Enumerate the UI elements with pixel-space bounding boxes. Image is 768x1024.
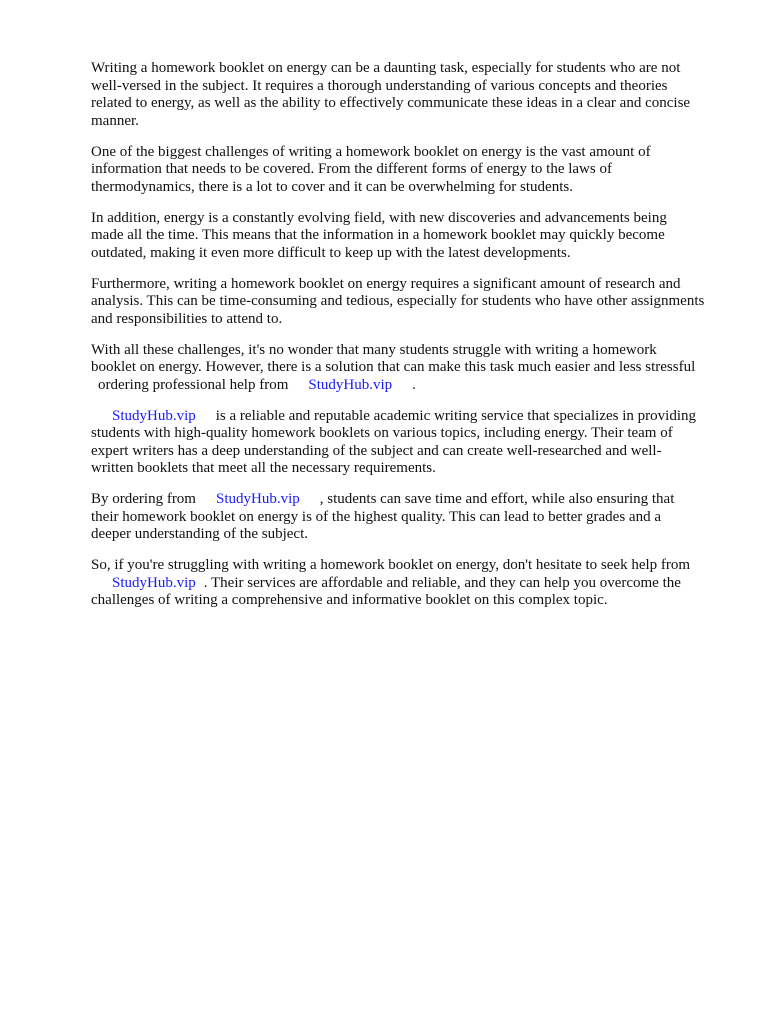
text-line: In addition, energy is a constantly evolving field, with new discoveries and advancements being [91, 209, 667, 226]
text-line: booklet on energy. However, there is a solution that can make this task much easier and less stressful [91, 359, 696, 375]
paragraph-benefits [91, 491, 731, 544]
text-line: written booklets that meet all the necessary requirements. [91, 460, 436, 476]
paragraph-solution [91, 342, 731, 395]
text-line: With all these challenges, it's no wonder that many students struggle with writing a homework [91, 341, 657, 358]
text-line: challenges of writing a comprehensive and informative booklet on this complex topic. [91, 592, 608, 608]
text-line: analysis. This can be time-consuming and tedious, especially for students who have other assignments [91, 293, 705, 309]
text-fragment: , students can save time and effort, while also ensuring that [319, 491, 675, 507]
text-line: related to energy, as well as the ability to effectively communicate these ideas in a clear and concise [91, 95, 691, 111]
text-fragment: By ordering from [91, 491, 196, 507]
text-line: So, if you're struggling with writing a homework booklet on energy, don't hesitate to seek help from [91, 557, 691, 573]
text-line: thermodynamics, there is a lot to cover and it can be overwhelming for students. [91, 178, 573, 195]
text-fragment: is a reliable and reputable academic writing service that specializes in providing [215, 407, 696, 424]
text-fragment: . Their services are affordable and reliable, and they can help you overcome the [203, 574, 681, 591]
text-line-with-link [91, 575, 731, 593]
text-line: expert writers has a deep understanding of the subject and can create well-researched and well- [91, 442, 662, 459]
text-line: their homework booklet on energy is of the highest quality. This can lead to better grades and a [91, 508, 661, 525]
paragraph-challenges [91, 144, 731, 197]
paragraph-evolving-field [91, 210, 731, 263]
text-line: Furthermore, writing a homework booklet on energy requires a significant amount of research and [91, 275, 681, 292]
text-line: Writing a homework booklet on energy can be a daunting task, especially for students who are not [91, 60, 681, 76]
text-fragment: . [412, 376, 416, 393]
text-fragment: ordering professional help from [98, 376, 289, 393]
text-line: made all the time. This means that the information in a homework booklet may quickly become [91, 227, 665, 243]
text-line: One of the biggest challenges of writing a homework booklet on energy is the vast amount of [91, 143, 651, 160]
paragraph-service [91, 408, 731, 478]
studyhub-link[interactable]: StudyHub.vip [308, 376, 393, 393]
text-line: outdated, making it even more difficult to keep up with the latest developments. [91, 244, 571, 261]
text-line: and responsibilities to attend to. [91, 310, 283, 327]
text-line: manner. [91, 112, 139, 129]
text-line: deeper understanding of the subject. [91, 526, 309, 542]
paragraph-intro [91, 60, 731, 130]
paragraph-conclusion [91, 557, 731, 610]
text-line: well-versed in the subject. It requires a thorough understanding of various concepts and theories [91, 77, 668, 94]
paragraph-research [91, 276, 731, 329]
document-page [91, 60, 731, 623]
text-line-with-link [91, 491, 731, 509]
studyhub-link[interactable]: StudyHub.vip [112, 574, 196, 591]
text-line-with-link [91, 377, 731, 395]
text-line-with-link [91, 408, 731, 426]
text-line: students with high-quality homework booklets on various topics, including energy. Their team of [91, 425, 673, 441]
studyhub-link[interactable]: StudyHub.vip [112, 407, 196, 424]
studyhub-link[interactable]: StudyHub.vip [215, 491, 300, 507]
text-line: information that needs to be covered. From the different forms of energy to the laws of [91, 161, 612, 177]
